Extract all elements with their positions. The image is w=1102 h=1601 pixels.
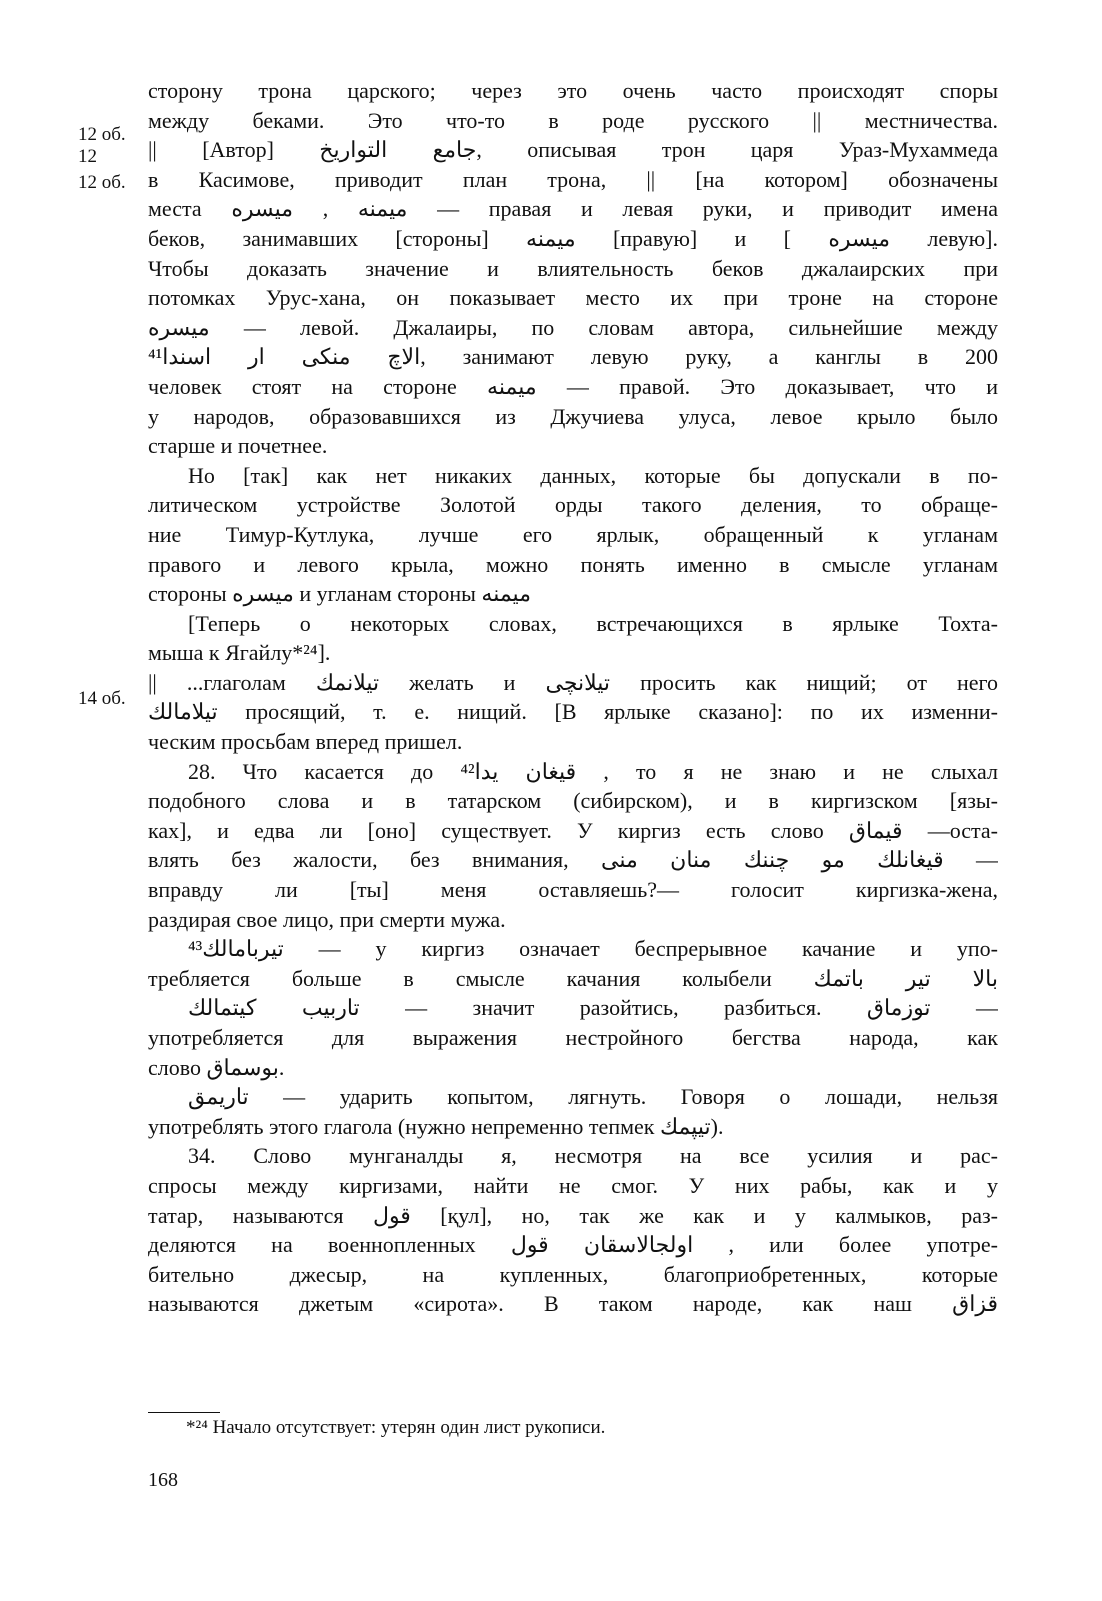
text-line: называются джетым «сирота». В таком народе, как наш قزاق <box>148 1291 998 1317</box>
text-line: 34. Слово мунганалды я, несмотря на все усилия и рас- <box>188 1143 998 1169</box>
text-line: الاچ منکی ار اسندا⁴¹, занимают левую руку, а канглы в 200 <box>148 344 998 370</box>
text-line: употребляется для выражения нестройного бегства народа, как <box>148 1025 998 1050</box>
text-line: Чтобы доказать значение и влиятельность беков джалаирских при <box>148 255 998 281</box>
text-line: старше и почетнее. <box>148 433 328 459</box>
text-line: деляются на военнопленных اولجالاسقان قول , или более употре- <box>148 1232 998 1258</box>
text-line: تاریمق — ударить копытом, лягнуть. Говоря о лошади, нельзя <box>188 1084 998 1110</box>
text-line: беков, занимавших [стороны] میمنه [правую] и [ میسره левую]. <box>148 225 998 251</box>
text-line: сторону трона царского; через это очень часто происходят споры <box>148 78 998 103</box>
text-line: влять без жалости, без внимания, قیغانلك مو چننك منان منی — <box>148 847 998 873</box>
text-line: правого и левого крыла, можно понять именно в смысле угланам <box>148 551 998 577</box>
footnote: *²⁴ Начало отсутствует: утерян один лист рукописи. <box>186 1417 606 1438</box>
text-line: [Теперь о некоторых словах, встречающихся в ярлыке Тохта- <box>188 610 998 636</box>
text-line: вправду ли [ты] меня оставляешь?— голосит киргизка-жена, <box>148 877 998 903</box>
page-number: 168 <box>148 1469 178 1491</box>
body-text-block-1 <box>148 76 998 1319</box>
text-line: места میمنه , میسره — правая и левая руки, и приводит имена <box>148 196 998 222</box>
margin-note: 12 об. <box>78 124 126 145</box>
text-line: у народов, образовавшихся из Джучиева улуса, левое крыло было <box>148 403 998 429</box>
text-line: подобного слова и в татарском (сибирском), и в киргизском [язы- <box>148 788 998 814</box>
text-line: потомках Урус-хана, он показывает место их при троне на стороне <box>148 285 998 311</box>
text-line: || [Автор] جامع التواریخ, описывая трон царя Ураз-Мухаммеда <box>148 137 998 163</box>
margin-note: 12 об. <box>78 172 126 193</box>
text-line: 28. Что касается до قیغان یدا⁴² , то я не знаю и не слыхал <box>188 758 998 784</box>
text-line: تاربیب کیتمالك — значит разойтись, разбиться. توزماق — <box>188 995 998 1021</box>
text-line: стороны میسره и угланам стороны میمنه <box>148 581 531 607</box>
text-line: تیلامالك просящий, т. е. нищий. [В ярлыке сказано]: по их изменни- <box>148 699 998 725</box>
text-line: Но [так] как нет никаких данных, которые бы допускали в по- <box>188 462 998 488</box>
text-line: литическом устройстве Золотой орды такого деления, то обраще- <box>148 492 998 518</box>
text-line: бительно джесыр, на купленных, благоприобретенных, которые <box>148 1261 998 1287</box>
text-line: ние Тимур-Кутлука, лучше его ярлык, обращенный к угланам <box>148 521 998 547</box>
text-line: ческим просьбам вперед пришел. <box>148 729 463 755</box>
text-line: человек стоят на стороне میمنه — правой. Это доказывает, что и <box>148 373 998 399</box>
text-line: в Касимове, приводит план трона, || [на котором] обозначены <box>148 166 998 192</box>
text-line: употреблять этого глагола (нужно непременно тепмек تیپمك). <box>148 1113 724 1139</box>
text-line: слово بوسماق. <box>148 1054 285 1080</box>
text-line: мыша к Ягайлу*²⁴]. <box>148 640 331 666</box>
margin-note: 14 об. <box>78 688 126 709</box>
text-line: татар, называются قول [қул], но, так же как и у калмыков, раз- <box>148 1202 998 1228</box>
text-line: спросы между киргизами, найти не смог. У них рабы, как и у <box>148 1172 998 1198</box>
footnote-divider <box>148 1412 220 1413</box>
text-line: между беками. Это что-то в роде русского || местничества. <box>148 107 998 133</box>
text-line: требляется больше в смысле качания колыбели بالا تیر باتمك <box>148 965 998 991</box>
text-line: تیربامالك⁴³ — у киргиз означает беспрерывное качание и упо- <box>188 936 998 962</box>
margin-note: 12 <box>78 146 97 167</box>
text-line: || ...глаголам تیلانمك желать и تیلانچی просить как нищий; от него <box>148 669 998 695</box>
text-line: ках], и едва ли [оно] существует. У киргиз есть слово قیماق —оста- <box>148 817 998 843</box>
text-line: раздирая свое лицо, при смерти мужа. <box>148 906 506 932</box>
text-line: میسره — левой. Джалаиры, по словам автора, сильнейшие между <box>148 314 998 340</box>
